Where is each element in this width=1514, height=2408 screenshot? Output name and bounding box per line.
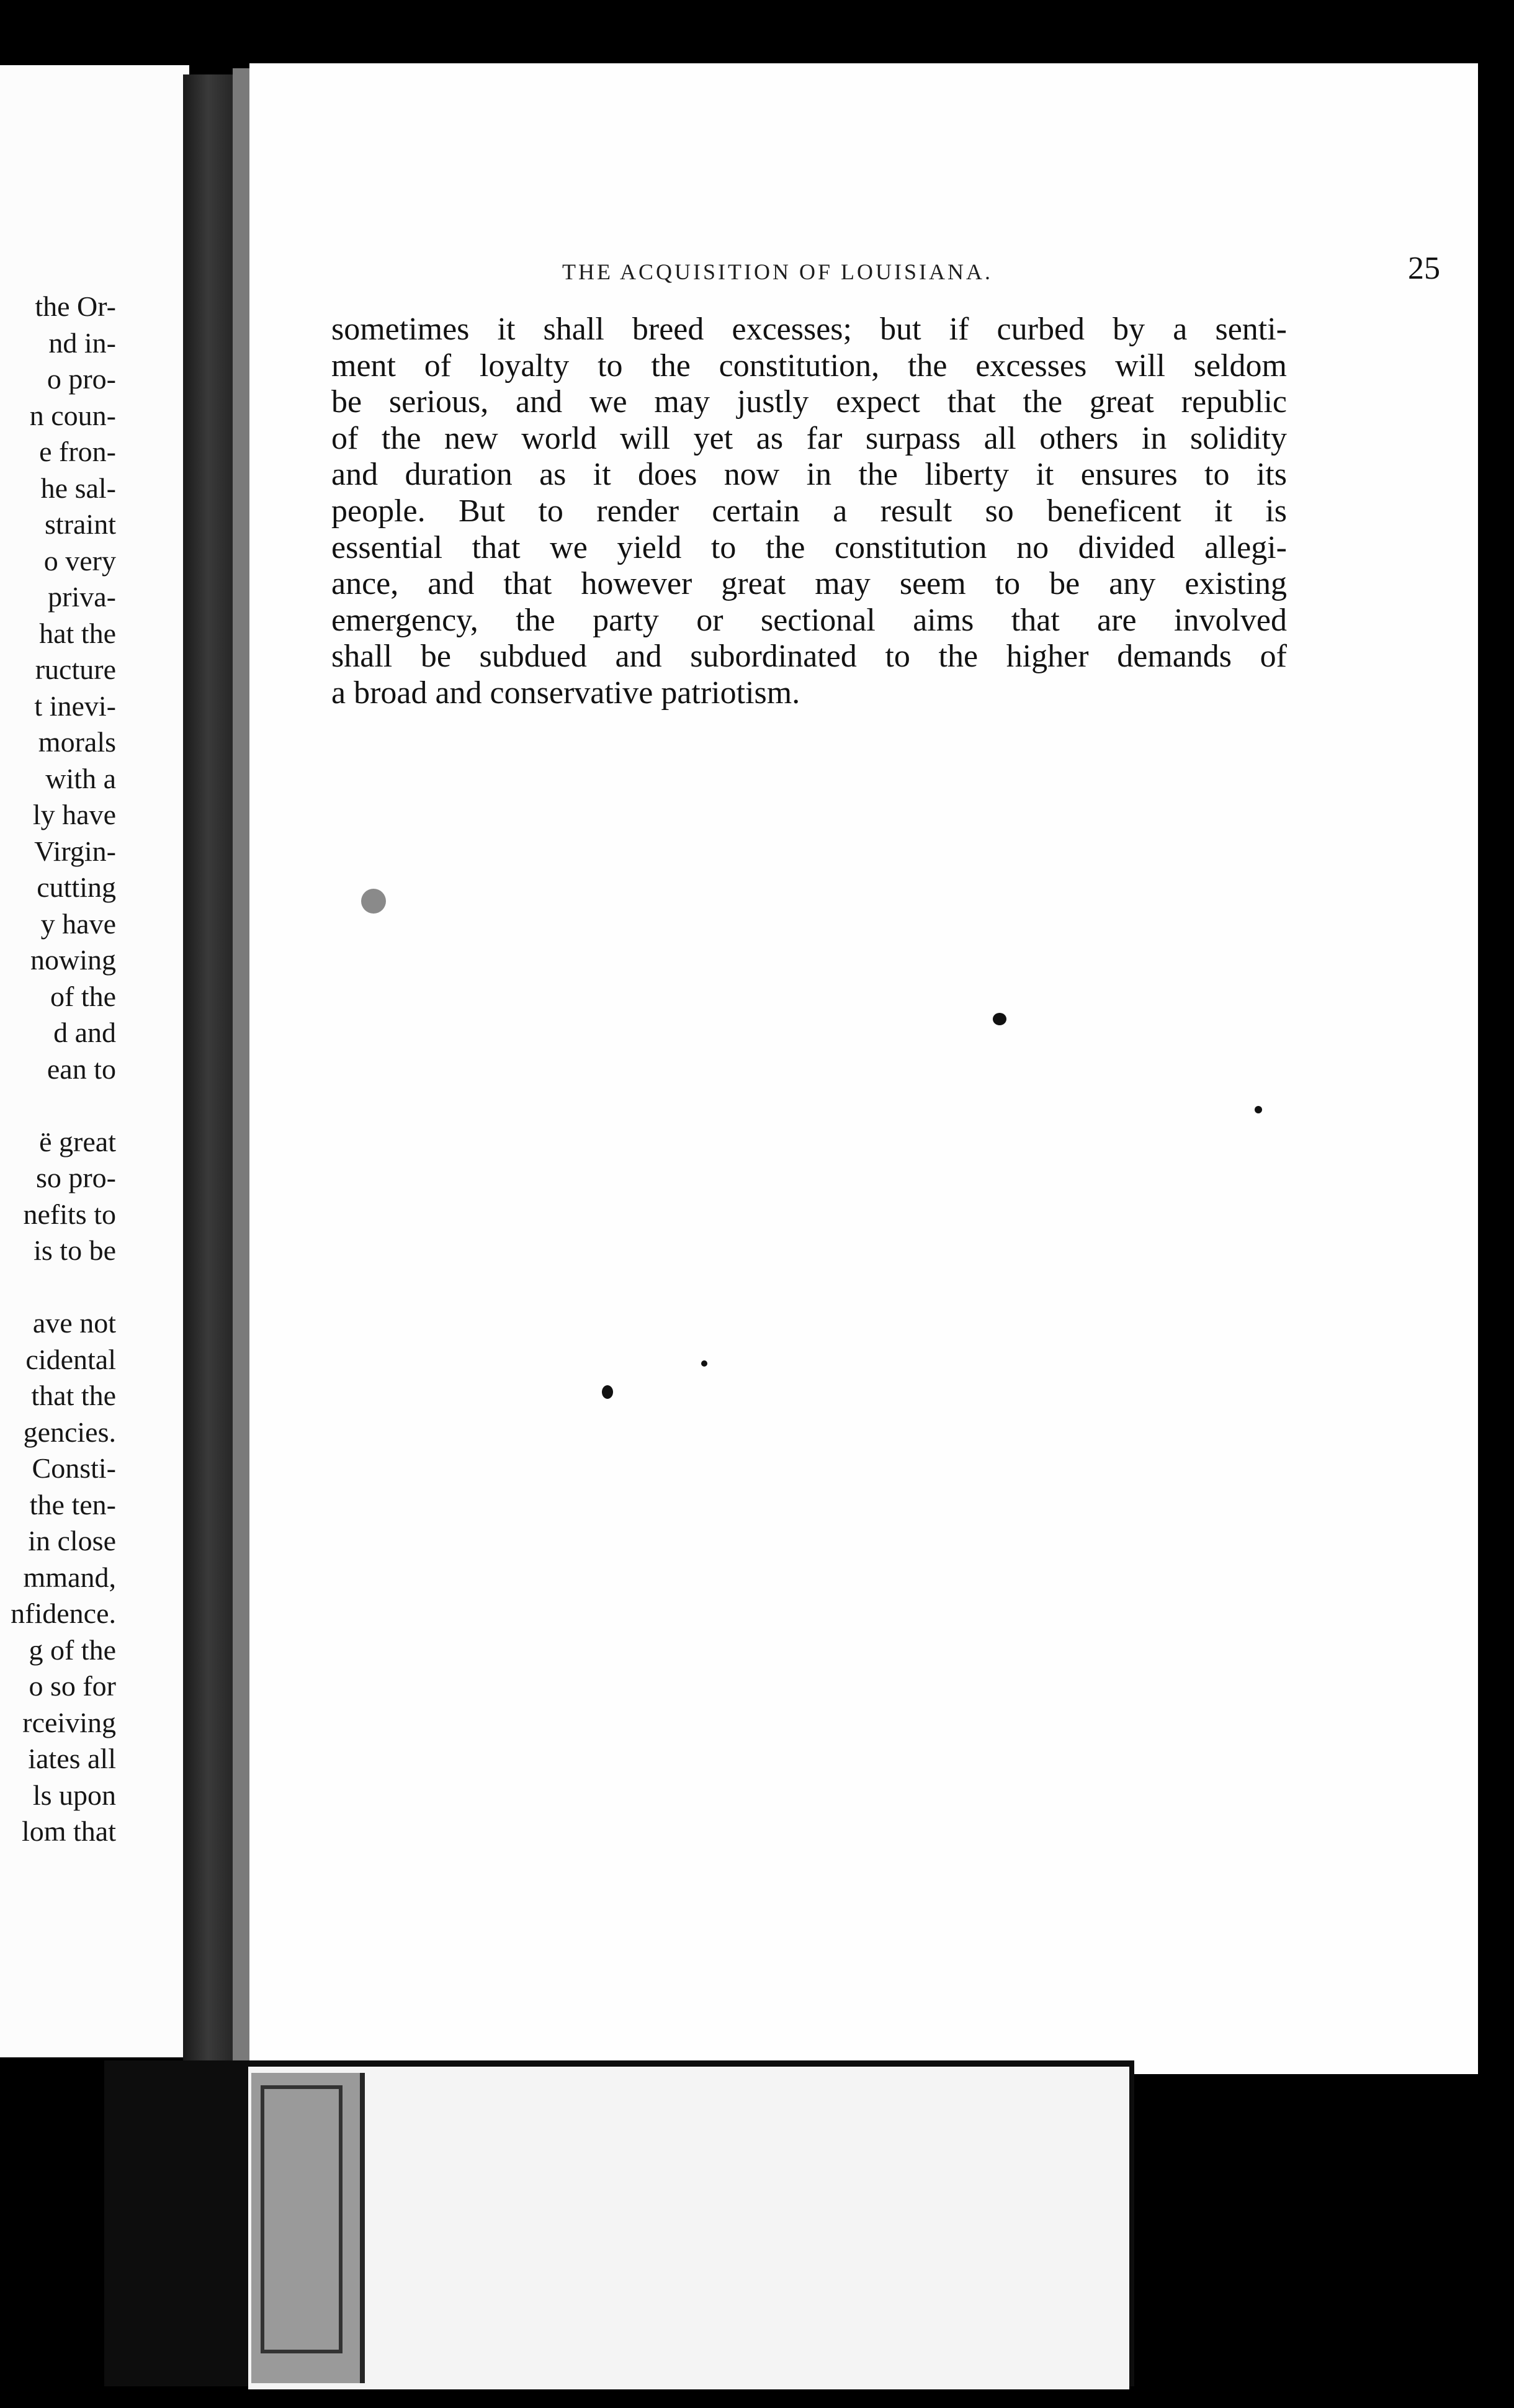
previous-page-line: ly have [32, 799, 116, 830]
body-text-line: ment of loyalty to the constitution, the excesses will seldom [331, 348, 1287, 384]
previous-page-line: with a [45, 762, 116, 794]
body-text-line: shall be subdued and subordinated to the higher demands of [331, 639, 1287, 675]
ink-speck [701, 1360, 707, 1367]
body-text-line: a broad and conservative patriotism. [331, 675, 800, 711]
body-text-line: and duration as it does now in the liberty it ensures to its [331, 457, 1287, 493]
previous-page-line: hat the [39, 617, 116, 649]
previous-page-line: in close [28, 1525, 116, 1557]
book-gutter-shadow [183, 74, 239, 2085]
previous-page-line: mmand, [23, 1561, 116, 1593]
body-text-line: essential that we yield to the constitution no divided allegi- [331, 529, 1287, 565]
ink-speck [1255, 1106, 1262, 1113]
previous-page-fragment [0, 65, 189, 2057]
previous-page-line: ructure [35, 654, 116, 685]
previous-page-line: the Or- [35, 290, 116, 322]
body-text-line: emergency, the party or sectional aims that are involved [331, 602, 1287, 638]
previous-page-line: is to be [34, 1234, 116, 1266]
previous-page-line: d and [53, 1017, 116, 1048]
previous-page-line: cutting [37, 871, 116, 903]
previous-page-line: o pro- [47, 363, 116, 395]
previous-page-line: e fron- [39, 436, 116, 467]
body-text-line: people. But to render certain a result so beneficent it is [331, 493, 1287, 529]
previous-page-line: n coun- [29, 399, 116, 431]
previous-page-line: g of the [29, 1633, 116, 1666]
previous-page-line: Virgin- [34, 835, 116, 867]
cover-frame-border [261, 2085, 343, 2353]
previous-page-line: ë great [39, 1125, 116, 1157]
previous-page-line: straint [45, 508, 116, 540]
previous-page-line: nfidence. [11, 1597, 116, 1629]
page-body-text [331, 312, 1287, 712]
previous-page-line: gencies. [23, 1416, 116, 1448]
previous-page-line: cidental [25, 1343, 116, 1375]
previous-page-line: morals [38, 726, 116, 758]
body-text-line: sometimes it shall breed excesses; but if curbed by a senti- [331, 312, 1287, 347]
previous-page-text [0, 289, 116, 1850]
previous-page-line: lom that [21, 1815, 116, 1847]
previous-page-line: that the [31, 1380, 116, 1411]
page-number: 25 [1408, 251, 1440, 286]
previous-page-line: iates all [28, 1743, 116, 1774]
body-text-line: of the new world will yet as far surpass all others in solidity [331, 420, 1287, 456]
previous-page-line [0, 1269, 116, 1306]
gutter-edge [233, 68, 251, 2073]
previous-page-line: ean to [47, 1053, 116, 1085]
previous-page-line: rceiving [22, 1706, 116, 1738]
previous-page-line: nefits to [23, 1198, 116, 1230]
ink-speck [602, 1385, 613, 1399]
previous-page-line: he sal- [40, 472, 116, 504]
previous-page-line: o very [43, 544, 116, 577]
running-title: THE ACQUISITION OF LOUISIANA. [562, 259, 993, 284]
previous-page-line: nowing [30, 944, 116, 976]
previous-page-line: ave not [32, 1307, 116, 1339]
previous-page-line [0, 1087, 116, 1124]
previous-page-line: nd in- [48, 326, 116, 359]
previous-page-line: y have [40, 907, 116, 940]
cover-paper [248, 2067, 1129, 2389]
ink-speck [993, 1013, 1006, 1025]
previous-page-line: so pro- [35, 1162, 116, 1193]
previous-page-line: of the [50, 980, 116, 1012]
previous-page-line: the ten- [29, 1488, 116, 1521]
current-page [249, 63, 1478, 2074]
body-text-line: ance, and that however great may seem to be any existing [331, 566, 1287, 602]
previous-page-line: priva- [48, 581, 116, 613]
ink-speck [361, 889, 386, 914]
body-text-line: be serious, and we may justly expect that the great republic [331, 384, 1287, 420]
previous-page-line: o so for [29, 1670, 116, 1702]
previous-page-line: t inevi- [34, 690, 116, 722]
previous-page-line: ls upon [32, 1779, 116, 1811]
previous-page-line: Consti- [32, 1452, 116, 1484]
